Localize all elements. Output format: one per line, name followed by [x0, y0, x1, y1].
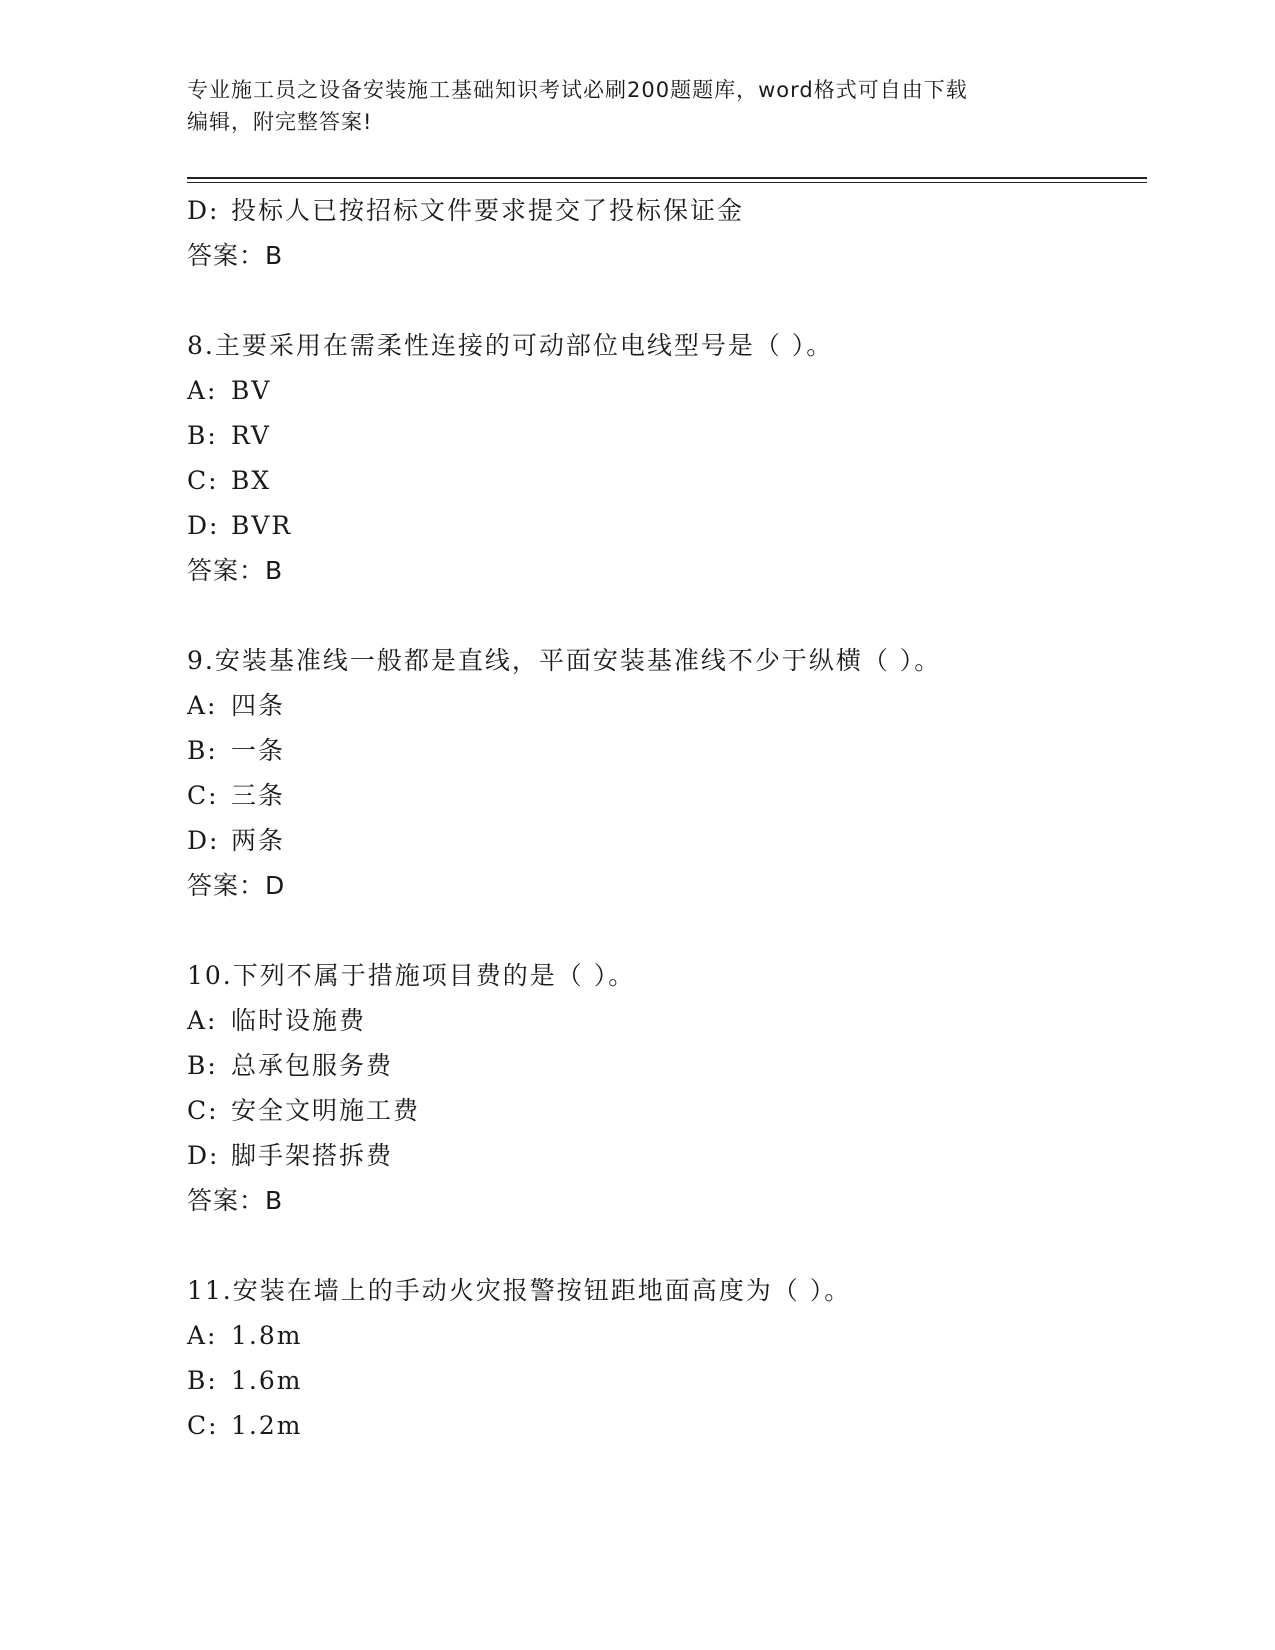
option-text: BX	[231, 466, 272, 495]
option-text: 三条	[231, 781, 286, 810]
option-text: 两条	[231, 826, 286, 855]
option-d	[187, 1133, 1147, 1178]
option-label: B:	[187, 1051, 218, 1080]
spacer	[187, 593, 1147, 638]
option-text: 脚手架搭拆费	[231, 1141, 394, 1170]
option-text: BV	[231, 376, 272, 405]
option-label: A:	[187, 376, 218, 405]
answer-line: 答案：B	[187, 556, 284, 585]
option-label: D:	[187, 1141, 220, 1170]
spacer	[187, 908, 1147, 953]
option-label: B:	[187, 421, 218, 450]
option-c	[187, 458, 1147, 503]
option-c	[187, 773, 1147, 818]
option-d	[187, 503, 1147, 548]
answer-line: 答案：B	[187, 1186, 284, 1215]
option-text: RV	[231, 421, 271, 450]
option-text: 1.6m	[231, 1366, 303, 1395]
header-line-2: 编辑，附完整答案!	[187, 110, 373, 134]
option-text: 一条	[231, 736, 286, 765]
option-text: 临时设施费	[231, 1006, 367, 1035]
option-label: B:	[187, 1366, 218, 1395]
spacer	[187, 1223, 1147, 1268]
header-line-1: 专业施工员之设备安装施工基础知识考试必刷200题题库，word格式可自由下载	[187, 78, 968, 102]
option-a	[187, 368, 1147, 413]
option-a	[187, 683, 1147, 728]
answer-line: 答案：D	[187, 871, 286, 900]
option-text: 四条	[231, 691, 286, 720]
option-b	[187, 728, 1147, 773]
option-a	[187, 998, 1147, 1043]
option-text: 投标人已按招标文件要求提交了投标保证金	[231, 196, 745, 225]
header-divider-thick	[187, 177, 1147, 179]
option-d	[187, 188, 1147, 233]
option-label: C:	[187, 1411, 219, 1440]
question-stem: 10.下列不属于措施项目费的是（ ）。	[187, 961, 636, 990]
option-c	[187, 1403, 1147, 1448]
question-stem: 11.安装在墙上的手动火灾报警按钮距地面高度为（ ）。	[187, 1276, 852, 1305]
option-label: D:	[187, 511, 220, 540]
option-label: C:	[187, 1096, 219, 1125]
option-text: 总承包服务费	[231, 1051, 394, 1080]
option-label: B:	[187, 736, 218, 765]
option-label: C:	[187, 781, 219, 810]
option-b	[187, 1043, 1147, 1088]
option-label: D:	[187, 196, 220, 225]
question-stem: 9.安装基准线一般都是直线，平面安装基准线不少于纵横（ ）。	[187, 646, 942, 675]
answer-line: 答案：B	[187, 241, 284, 270]
header-divider-thin	[187, 182, 1147, 183]
option-label: C:	[187, 466, 219, 495]
spacer	[187, 278, 1147, 323]
option-label: D:	[187, 826, 220, 855]
question-stem: 8.主要采用在需柔性连接的可动部位电线型号是（ ）。	[187, 331, 834, 360]
option-label: A:	[187, 1321, 218, 1350]
option-text: BVR	[231, 511, 293, 540]
option-b	[187, 1358, 1147, 1403]
option-text: 1.2m	[231, 1411, 303, 1440]
option-c	[187, 1088, 1147, 1133]
document-header	[187, 74, 1067, 138]
option-text: 安全文明施工费	[231, 1096, 421, 1125]
option-label: A:	[187, 1006, 218, 1035]
question-list	[187, 188, 1147, 1448]
option-text: 1.8m	[231, 1321, 303, 1350]
option-a	[187, 1313, 1147, 1358]
option-b	[187, 413, 1147, 458]
option-label: A:	[187, 691, 218, 720]
option-d	[187, 818, 1147, 863]
